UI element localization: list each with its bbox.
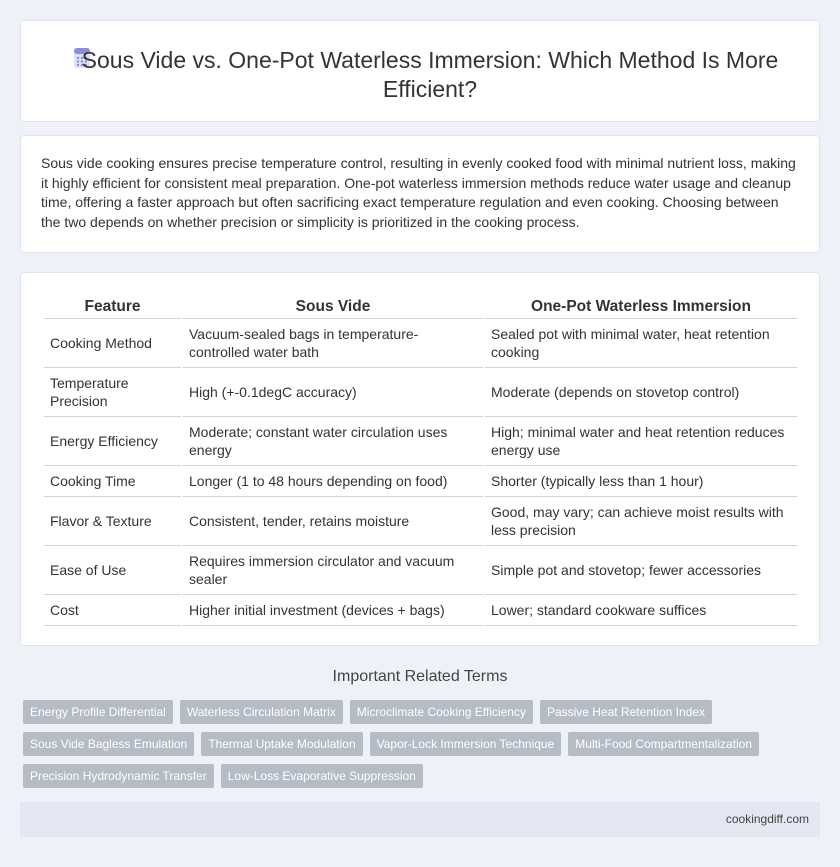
- row-feature: Cost: [44, 595, 181, 626]
- row-feature: Energy Efficiency: [44, 417, 181, 466]
- table-row: [44, 546, 797, 595]
- row-feature: Cooking Time: [44, 466, 181, 497]
- footer-site-link[interactable]: cookingdiff.com: [725, 812, 809, 826]
- related-term-tag[interactable]: Sous Vide Bagless Emulation: [23, 732, 194, 756]
- footer: [20, 802, 820, 837]
- page-title: Sous Vide vs. One-Pot Waterless Immersion: Which Method Is More Efficient?: [81, 47, 779, 102]
- row-sous-vide: Higher initial investment (devices + bags): [183, 595, 483, 626]
- row-feature: Temperature Precision: [44, 368, 181, 417]
- related-term-tag[interactable]: Thermal Uptake Modulation: [201, 732, 362, 756]
- related-term-tag[interactable]: Precision Hydrodynamic Transfer: [23, 764, 214, 788]
- row-one-pot: Simple pot and stovetop; fewer accessories: [485, 546, 797, 595]
- row-sous-vide: Longer (1 to 48 hours depending on food): [183, 466, 483, 497]
- related-term-tag[interactable]: Low-Loss Evaporative Suppression: [221, 764, 423, 788]
- row-sous-vide: Moderate; constant water circulation uses energy: [183, 417, 483, 466]
- related-term-tag[interactable]: Passive Heat Retention Index: [540, 700, 712, 724]
- related-term-tag[interactable]: Microclimate Cooking Efficiency: [350, 700, 533, 724]
- row-sous-vide: High (+-0.1degC accuracy): [183, 368, 483, 417]
- row-one-pot: Sealed pot with minimal water, heat retention cooking: [485, 319, 797, 368]
- table-row: [44, 595, 797, 626]
- header-sous-vide: Sous Vide: [183, 295, 483, 319]
- row-one-pot: Good, may vary; can achieve moist results with less precision: [485, 497, 797, 546]
- table-row: [44, 466, 797, 497]
- row-feature: Flavor & Texture: [44, 497, 181, 546]
- header-one-pot: One-Pot Waterless Immersion: [485, 295, 797, 319]
- title-card: [20, 20, 820, 122]
- row-feature: Cooking Method: [44, 319, 181, 368]
- table-row: [44, 368, 797, 417]
- table-row: [44, 497, 797, 546]
- row-one-pot: Lower; standard cookware suffices: [485, 595, 797, 626]
- related-term-tag[interactable]: Multi-Food Compartmentalization: [568, 732, 759, 756]
- related-terms-list: [23, 700, 823, 788]
- row-one-pot: Shorter (typically less than 1 hour): [485, 466, 797, 497]
- row-one-pot: High; minimal water and heat retention reduces energy use: [485, 417, 797, 466]
- table-row: [44, 319, 797, 368]
- related-term-tag[interactable]: Waterless Circulation Matrix: [180, 700, 343, 724]
- row-one-pot: Moderate (depends on stovetop control): [485, 368, 797, 417]
- header-feature: Feature: [44, 295, 181, 319]
- row-sous-vide: Requires immersion circulator and vacuum sealer: [183, 546, 483, 595]
- related-terms-heading: Important Related Terms: [332, 668, 508, 685]
- intro-paragraph: Sous vide cooking ensures precise temperature control, resulting in evenly cooked food with minimal nutrient loss, making it highly efficient for consistent meal preparation. One-pot waterless immersion methods reduce water usage and cleanup time, offering a faster approach but often sacrificing exact temperature regulation and even cooking. Choosing between the two depends on whether precision or simplicity is prioritized in the cooking process.: [41, 155, 796, 230]
- table-row: [44, 417, 797, 466]
- comparison-card: [20, 272, 820, 646]
- table-header-row: [44, 295, 797, 319]
- comparison-table: [42, 295, 799, 626]
- row-sous-vide: Vacuum-sealed bags in temperature-controlled water bath: [183, 319, 483, 368]
- intro-card: [20, 135, 820, 253]
- row-sous-vide: Consistent, tender, retains moisture: [183, 497, 483, 546]
- related-term-tag[interactable]: Vapor-Lock Immersion Technique: [370, 732, 562, 756]
- row-feature: Ease of Use: [44, 546, 181, 595]
- related-term-tag[interactable]: Energy Profile Differential: [23, 700, 173, 724]
